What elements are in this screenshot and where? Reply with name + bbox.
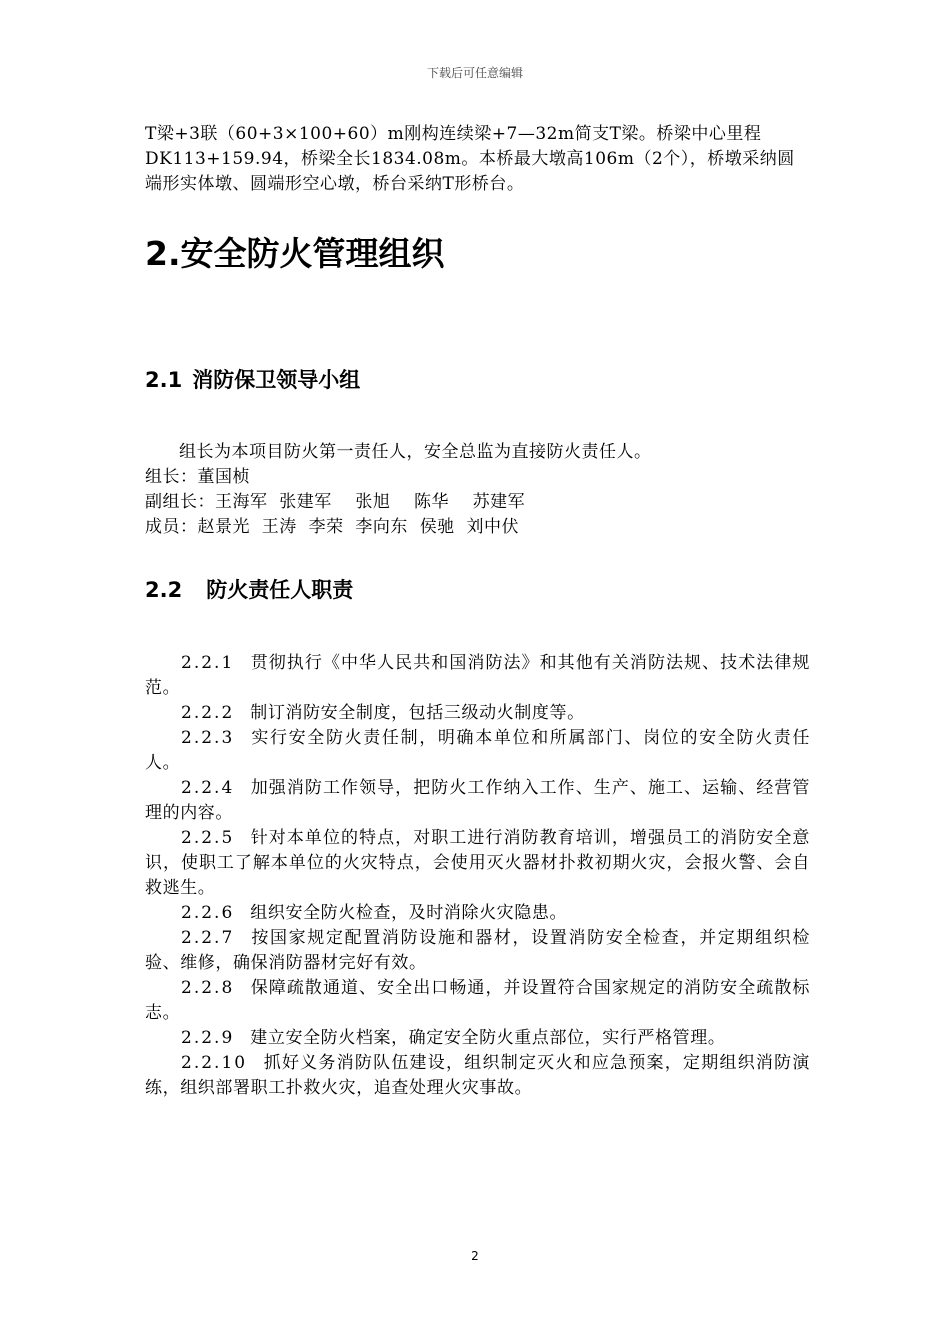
- duty-number: 2.2.4: [181, 778, 235, 798]
- section-number: 2.2: [145, 578, 183, 602]
- duty-text: 针对本单位的特点，对职工进行消防教育培训，增强员工的消防安全意识，使职工了解本单位的火灾特点，会使用灭火器材扑救初期火灾，会报火警、会自救逃生。: [145, 828, 810, 898]
- duty-number: 2.2.2: [181, 703, 235, 723]
- duty-item: [145, 976, 810, 1026]
- intro-text: T梁+3联（60+3×100+60）m刚构连续梁+7—32m简支T梁。桥梁中心里程DK113+159.94，桥梁全长1834.08m。本桥最大墩高106m（2个），桥墩采纳圆端形实体墩、圆端形空心墩，桥台采纳T形桥台。: [145, 124, 795, 194]
- duty-item: [145, 826, 810, 901]
- section-title: 消防保卫领导小组: [192, 368, 361, 392]
- duty-text: 按国家规定配置消防设施和器材，设置消防安全检查，并定期组织检验、维修，确保消防器材完好有效。: [145, 928, 810, 973]
- duty-number: 2.2.10: [181, 1053, 248, 1073]
- duty-text: 贯彻执行《中华人民共和国消防法》和其他有关消防法规、技术法律规范。: [145, 653, 810, 698]
- section-2-1-heading: [145, 364, 360, 394]
- duty-number: 2.2.6: [181, 903, 235, 923]
- duty-item: [145, 726, 810, 776]
- section-2-title: 2.安全防火管理组织: [145, 234, 445, 273]
- section-2-2-heading: [145, 574, 353, 604]
- intro-paragraph: [145, 122, 810, 197]
- leader-line: 组长：董国桢: [145, 467, 250, 487]
- duty-text: 制订消防安全制度，包括三级动火制度等。: [250, 703, 585, 723]
- duty-text: 实行安全防火责任制，明确本单位和所属部门、岗位的安全防火责任人。: [145, 728, 810, 773]
- duty-item: [145, 1051, 810, 1101]
- duty-number: 2.2.9: [181, 1028, 235, 1048]
- page-number: 2: [471, 1249, 479, 1263]
- leadership-intro: 组长为本项目防火第一责任人，安全总监为直接防火责任人。: [179, 442, 652, 462]
- duty-text: 加强消防工作领导，把防火工作纳入工作、生产、施工、运输、经营管理的内容。: [145, 778, 810, 823]
- section-title: 防火责任人职责: [206, 578, 354, 602]
- duty-item: [145, 651, 810, 701]
- duty-number: 2.2.3: [181, 728, 235, 748]
- duty-text: 建立安全防火档案，确定安全防火重点部位，实行严格管理。: [250, 1028, 726, 1048]
- leadership-group: [145, 440, 810, 540]
- duty-number: 2.2.8: [181, 978, 235, 998]
- duty-item: [145, 926, 810, 976]
- duty-number: 2.2.7: [181, 928, 235, 948]
- duty-text: 保障疏散通道、安全出口畅通，并设置符合国家规定的消防安全疏散标志。: [145, 978, 810, 1023]
- duty-item: [145, 901, 810, 926]
- section-number: 2.1: [145, 368, 183, 392]
- duty-text: 抓好义务消防队伍建设，组织制定灭火和应急预案，定期组织消防演练，组织部署职工扑救火灾，追查处理火灾事故。: [145, 1053, 810, 1098]
- duty-item: [145, 1026, 810, 1051]
- duty-number: 2.2.1: [181, 653, 235, 673]
- deputies-line: 副组长：王海军 张建军 张旭 陈华 苏建军: [145, 492, 526, 512]
- duty-number: 2.2.5: [181, 828, 235, 848]
- page-header: 下载后可任意编辑: [426, 66, 523, 80]
- duty-item: [145, 701, 810, 726]
- duty-text: 组织安全防火检查，及时消除火灾隐患。: [250, 903, 568, 923]
- duties-list: [145, 651, 810, 1101]
- duty-item: [145, 776, 810, 826]
- members-line: 成员：赵景光 王涛 李荣 李向东 侯驰 刘中伏: [145, 517, 520, 537]
